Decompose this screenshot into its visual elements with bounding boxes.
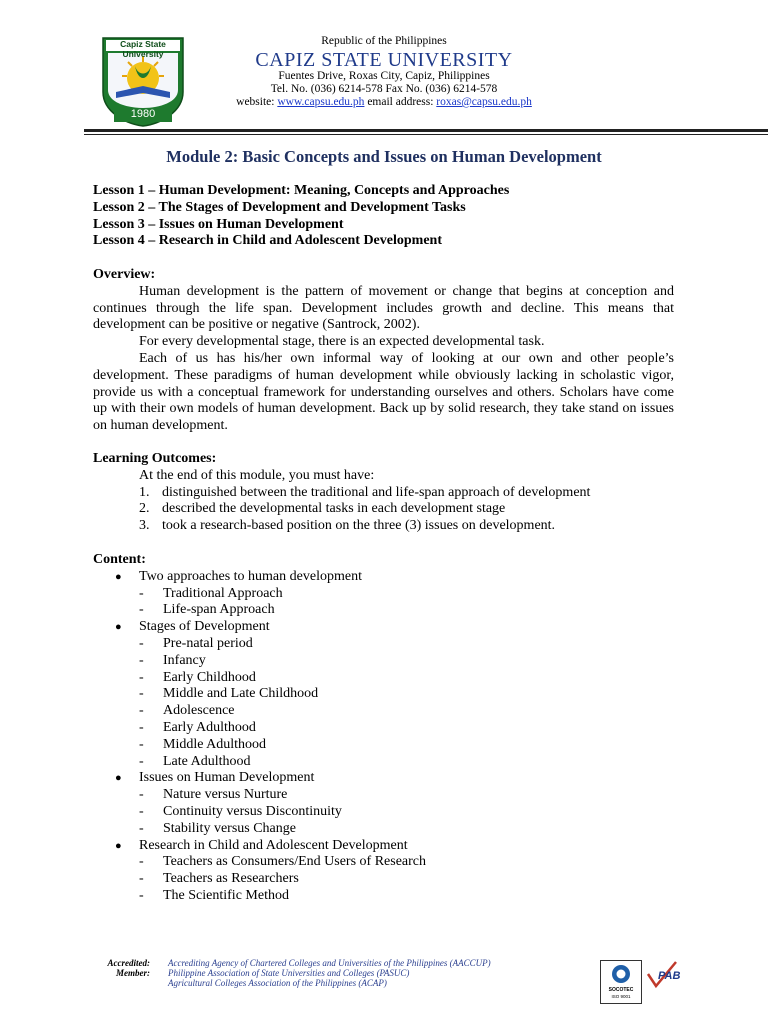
subitem-text: Late Adulthood [163,753,251,769]
cert-iso: ISO 9001 [611,994,631,999]
outcome-item [93,485,674,502]
dash-icon: - [139,719,144,735]
outcome-number: 3. [139,518,150,534]
dash-icon: - [139,635,144,651]
website-label: website: [236,96,278,108]
bullet-icon: ● [115,621,122,634]
dash-icon: - [139,686,144,702]
bullet-icon: ● [115,839,122,852]
content-subitem [93,703,674,720]
subitem-text: Life-span Approach [163,602,275,618]
lesson-item: Lesson 1 – Human Development: Meaning, Concepts and Approaches [93,183,510,198]
outcome-number: 2. [139,501,150,517]
dash-icon: - [139,736,144,752]
lesson-list [93,183,674,250]
content-group-title: Issues on Human Development [139,770,315,786]
contact-line [140,97,628,109]
content-group-title: Two approaches to human development [139,568,362,584]
content-heading: Content: [93,552,146,567]
website-link[interactable]: www.capsu.edu.ph [277,96,365,108]
outcome-number: 1. [139,484,150,500]
dash-icon: - [139,703,144,719]
republic-line: Republic of the Philippines [321,35,447,47]
subitem-text: Early Childhood [163,669,256,685]
subitem-text: Infancy [163,652,206,668]
content-subitem [93,720,674,737]
overview-paragraph: For every developmental stage, there is an expected developmental task. [139,334,545,350]
module-title: Module 2: Basic Concepts and Issues on Human Development [166,147,602,166]
content-subitem [93,787,674,804]
content-subitem [93,602,674,619]
member-value: Philippine Association of State Universities and Colleges (PASUC) [168,968,410,978]
subitem-text: Continuity versus Discontinuity [163,803,342,819]
outcome-text: distinguished between the traditional and life-span approach of development [162,484,591,500]
content-group [93,619,674,636]
pab-accreditation-logo [646,960,680,1004]
footer-accreditation [70,958,590,988]
accredited-label: Accredited: [107,958,150,968]
subitem-text: Nature versus Nurture [163,787,288,803]
content-subitem [93,670,674,687]
bullet-icon: ● [115,570,122,583]
subitem-text: Traditional Approach [163,585,283,601]
content-subitem [93,804,674,821]
dash-icon: - [139,887,144,903]
overview-section [93,267,674,435]
overview-paragraph: Human development is the pattern of movement or change that begins at conception and continues through the life span. Development includes growth and decline. This means that development can be positive or negative (Santrock, 2002). [93,283,674,333]
content-subitem [93,888,674,905]
lesson-item: Lesson 2 – The Stages of Development and Development Tasks [93,199,466,215]
outcomes-intro: At the end of this module, you must have: [139,467,375,483]
subitem-text: Early Adulthood [163,719,256,735]
content-subitem [93,854,674,871]
content-subitem [93,737,674,754]
content-group [93,838,674,855]
dash-icon: - [139,602,144,618]
header-divider-thin [84,134,768,135]
dash-icon: - [139,652,144,668]
lesson-item: Lesson 4 – Research in Child and Adolescent Development [93,233,442,249]
seal-year: 1980 [130,108,156,120]
content-subitem [93,754,674,771]
subitem-text: Middle Adulthood [163,736,267,752]
content-group-title: Research in Child and Adolescent Development [139,837,408,853]
subitem-text: The Scientific Method [163,887,289,903]
content-group-title: Stages of Development [139,619,270,635]
dash-icon: - [139,753,144,769]
footer-accredited-row [70,958,590,968]
content-section [93,552,674,905]
content-subitem [93,653,674,670]
subitem-text: Middle and Late Childhood [163,686,319,702]
subitem-text: Teachers as Researchers [163,871,299,887]
subitem-text: Adolescence [163,703,235,719]
outcome-item [93,501,674,518]
outcome-text: took a research-based position on the three (3) issues on development. [162,518,556,534]
dash-icon: - [139,585,144,601]
content-group [93,770,674,787]
content-group [93,569,674,586]
lesson-item: Lesson 3 – Issues on Human Development [93,216,344,232]
university-name: CAPIZ STATE UNIVERSITY [255,49,513,71]
subitem-text: Teachers as Consumers/End Users of Research [163,854,426,870]
footer-member-row [70,968,590,978]
dash-icon: - [139,871,144,887]
certification-mark-icon [601,961,641,987]
content-subitem [93,871,674,888]
bullet-icon: ● [115,772,122,785]
content-subitem [93,686,674,703]
subitem-text: Pre-natal period [163,635,253,651]
content-subitem [93,586,674,603]
learning-outcomes-section [93,451,674,535]
dash-icon: - [139,669,144,685]
overview-paragraph: Each of us has his/her own informal way of looking at our own and other people’s development. These paradigms of human development while obviously lacking in scholastic vigor, provide us with a conceptual framework for understanding ourselves and others. Scholars have come up with their own models of human development. Back up by solid research, they take stand on issues on human development. [93,350,674,434]
pab-label: PAB [658,970,681,982]
outcome-item [93,518,674,535]
content-subitem [93,636,674,653]
outcome-text: described the developmental tasks in each development stage [162,501,506,517]
accredited-value: Accrediting Agency of Chartered Colleges and Universities of the Philippines (AACCUP) [168,958,491,968]
header-divider-thick [84,129,768,132]
email-label: email address: [364,96,437,108]
member-value-second: Agricultural Colleges Association of the Philippines (ACAP) [168,978,387,988]
subitem-text: Stability versus Change [163,820,296,836]
content-subitem [93,821,674,838]
socotec-certification-logo [600,960,642,1004]
overview-heading: Overview: [93,267,156,282]
dash-icon: - [139,803,144,819]
dash-icon: - [139,854,144,870]
email-link[interactable]: roxas@capsu.edu.ph [436,96,532,108]
dash-icon: - [139,820,144,836]
member-label: Member: [116,968,150,978]
outcomes-heading: Learning Outcomes: [93,451,217,466]
telephone-line: Tel. No. (036) 6214-578 Fax No. (036) 6214-578 [270,83,498,95]
dash-icon: - [139,787,144,803]
seal-name: Capiz State University [120,39,166,59]
university-address: Fuentes Drive, Roxas City, Capiz, Philippines [278,70,490,82]
cert-label: SOCOTEC [608,987,634,993]
